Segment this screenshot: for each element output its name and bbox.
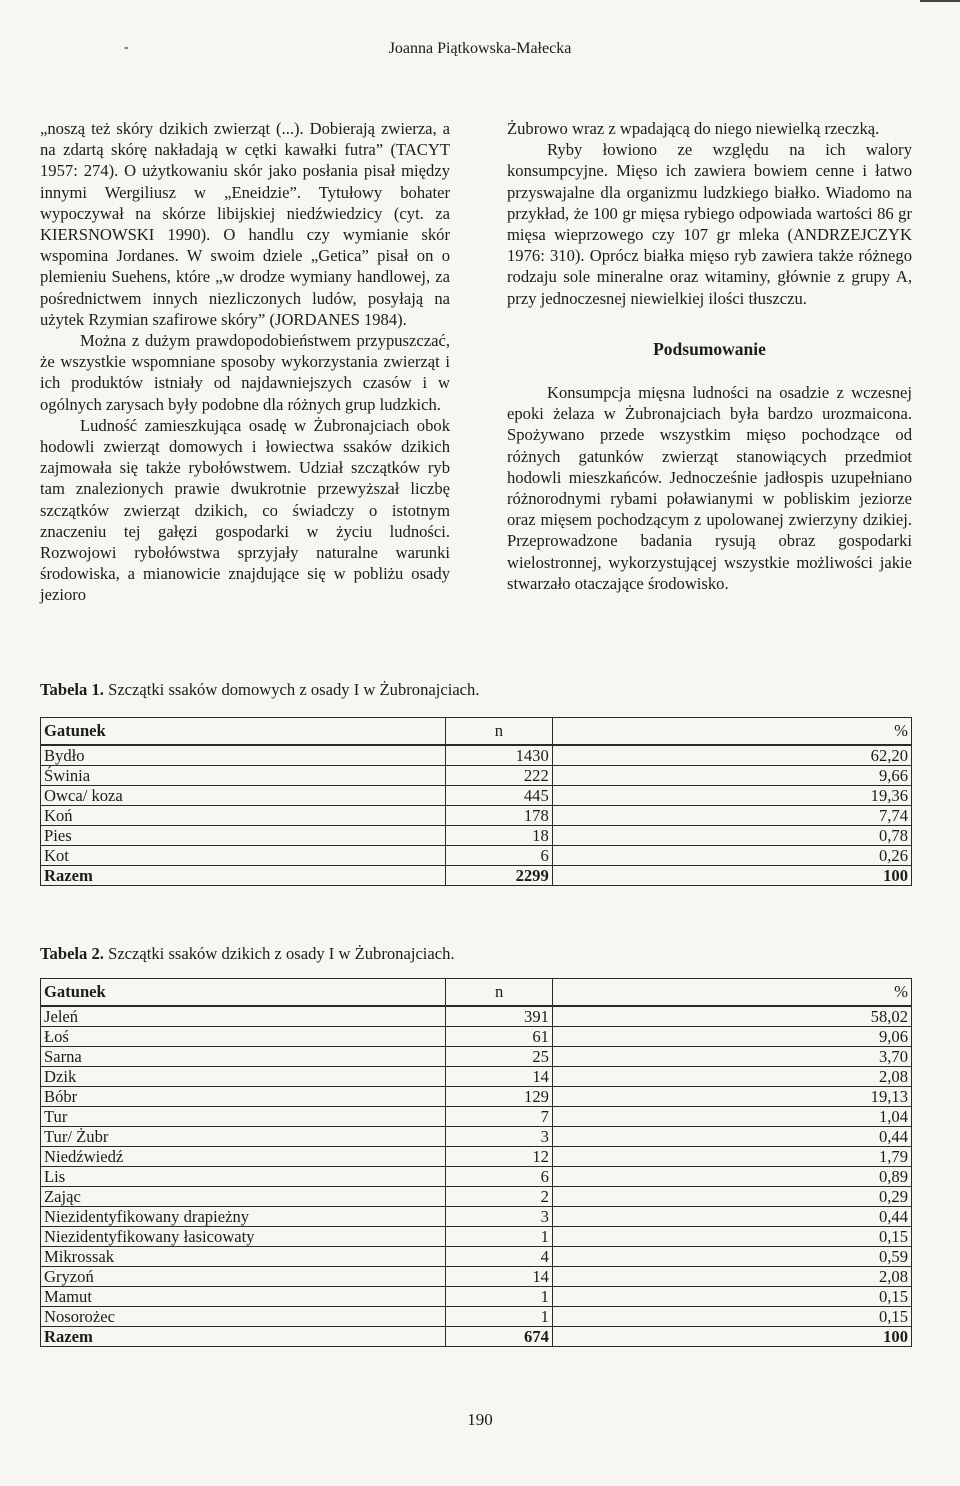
cell-n: 3 [446, 1127, 553, 1147]
cell-gatunek: Bydło [41, 745, 446, 766]
cell-gatunek: Koń [41, 806, 446, 826]
cell-gatunek: Gryzoń [41, 1267, 446, 1287]
table-row [41, 1107, 912, 1127]
right-paragraph-2: Ryby łowiono ze względu na ich walory konsumpcyjne. Mięso ich zawiera bowiem cenne i łatwo przyswajalne dla organizmu ludzkiego białko. Wiadomo na przykład, że 100 gr mięsa rybiego odpowiada wartości 86 gr mięsa wieprzowego czy 107 gr mleka (ANDRZEJCZYK 1976: 310). Oprócz białka mięso ryb zawiera także różnego rodzaju sole mineralne oraz witaminy, głównie z grupy A, przy jednoczesnej niewielkiej ilości tłuszczu. [507, 140, 912, 308]
cell-gatunek: Świnia [41, 766, 446, 786]
table-row [41, 1267, 912, 1287]
total-gatunek: Razem [41, 866, 446, 886]
cell-gatunek: Tur [41, 1107, 446, 1127]
cell-n: 3 [446, 1207, 553, 1227]
table-row [41, 846, 912, 866]
edge-mark [920, 0, 960, 2]
table-row [41, 1227, 912, 1247]
cell-percent: 2,08 [552, 1267, 911, 1287]
cell-percent: 7,74 [552, 806, 911, 826]
cell-gatunek: Nosorożec [41, 1307, 446, 1327]
cell-gatunek: Mikrossak [41, 1247, 446, 1267]
table-row [41, 1067, 912, 1087]
left-paragraph-1: „noszą też skóry dzikich zwierząt (...). Dobierają zwierza, a na zdartą skórę nakładają w cętki kawałki futra” (TACYT 1957: 274). O użytkowaniu skór jako posłania pisał między innymi Wergiliusz w „Eneidzie”. Tytułowy bohater wypoczywał na skórze libijskiej niedźwiedzicy (cyt. za KIERSNOWSKI 1990). O handlu czy wymianie skór wspomina Jordanes. W swoim dziele „Getica” pisał on o plemieniu Suehens, które „w drodze wymiany handlowej, za pośrednictwem innych niezliczonych ludów, posyłają na użytek Rzymian szafirowe skóry” (JORDANES 1984). [40, 119, 450, 329]
table-row [41, 806, 912, 826]
cell-n: 178 [446, 806, 553, 826]
table2-caption-text: Szczątki ssaków dzikich z osady I w Żubronajciach. [103, 944, 455, 963]
cell-n: 7 [446, 1107, 553, 1127]
table2-header-n: n [446, 979, 553, 1007]
table2-header-percent: % [552, 979, 911, 1007]
table-row [41, 766, 912, 786]
table-row [41, 1187, 912, 1207]
table-row [41, 1287, 912, 1307]
cell-n: 12 [446, 1147, 553, 1167]
cell-n: 25 [446, 1047, 553, 1067]
cell-percent: 9,66 [552, 766, 911, 786]
cell-gatunek: Kot [41, 846, 446, 866]
left-paragraph-3: Ludność zamieszkująca osadę w Żubronajciach obok hodowli zwierząt domowych i łowiectwa ssaków dzikich zajmowała się także rybołówstwem. Udział szczątków ryb tam znalezionych prawie dwukrotnie przewyższał liczbę szczątków zwierząt dzikich, co świadczy o istotnym znaczeniu tej gałęzi gospodarki w życiu ludności. Rozwojowi rybołówstwa sprzyjały naturalne warunki środowiska, a mianowicie znajdujące się w pobliżu osady jezioro [40, 415, 450, 605]
header-mark: - [124, 40, 129, 55]
table-row [41, 1307, 912, 1327]
table1-header-percent: % [552, 718, 911, 746]
table2-caption [40, 944, 455, 964]
cell-percent: 0,15 [552, 1307, 911, 1327]
table-row [41, 1027, 912, 1047]
cell-percent: 0,15 [552, 1227, 911, 1247]
cell-gatunek: Łoś [41, 1027, 446, 1047]
table1-body [41, 745, 912, 886]
cell-n: 14 [446, 1067, 553, 1087]
cell-percent: 19,13 [552, 1087, 911, 1107]
table-row [41, 745, 912, 766]
cell-percent: 0,15 [552, 1287, 911, 1307]
cell-n: 6 [446, 1167, 553, 1187]
cell-n: 222 [446, 766, 553, 786]
table2-header-row [41, 979, 912, 1007]
total-percent: 100 [552, 1327, 911, 1347]
table2-caption-label: Tabela 2. [40, 944, 104, 963]
cell-percent: 0,29 [552, 1187, 911, 1207]
table-total-row [41, 866, 912, 886]
table2-header-gatunek: Gatunek [41, 979, 446, 1007]
cell-percent: 2,08 [552, 1067, 911, 1087]
right-column [507, 118, 912, 594]
cell-gatunek: Mamut [41, 1287, 446, 1307]
cell-gatunek: Niedźwiedź [41, 1147, 446, 1167]
cell-percent: 0,44 [552, 1127, 911, 1147]
cell-n: 129 [446, 1087, 553, 1107]
table-row [41, 1087, 912, 1107]
table-row [41, 1006, 912, 1027]
table-row [41, 1167, 912, 1187]
cell-n: 6 [446, 846, 553, 866]
table-row [41, 1247, 912, 1267]
left-column [40, 118, 450, 606]
table2-body [41, 1006, 912, 1347]
cell-percent: 0,89 [552, 1167, 911, 1187]
section-title-podsumowanie: Podsumowanie [653, 338, 766, 359]
total-n: 2299 [446, 866, 553, 886]
table1-caption-label: Tabela 1. [40, 680, 104, 699]
cell-gatunek: Sarna [41, 1047, 446, 1067]
cell-n: 391 [446, 1006, 553, 1027]
cell-gatunek: Lis [41, 1167, 446, 1187]
total-gatunek: Razem [41, 1327, 446, 1347]
cell-n: 18 [446, 826, 553, 846]
table1-header-n: n [446, 718, 553, 746]
table-wild-mammals [40, 978, 912, 1347]
table1-caption-text: Szczątki ssaków domowych z osady I w Żubronajciach. [103, 680, 480, 699]
table-row [41, 1207, 912, 1227]
cell-percent: 0,59 [552, 1247, 911, 1267]
cell-percent: 1,79 [552, 1147, 911, 1167]
table-row [41, 786, 912, 806]
cell-n: 445 [446, 786, 553, 806]
table-domestic-mammals [40, 717, 912, 886]
page-number: 190 [467, 1410, 493, 1429]
cell-n: 61 [446, 1027, 553, 1047]
cell-percent: 3,70 [552, 1047, 911, 1067]
cell-gatunek: Zając [41, 1187, 446, 1207]
cell-percent: 0,26 [552, 846, 911, 866]
cell-gatunek: Bóbr [41, 1087, 446, 1107]
cell-n: 4 [446, 1247, 553, 1267]
right-paragraph-3: Konsumpcja mięsna ludności na osadzie z wczesnej epoki żelaza w Żubronajciach była bardzo urozmaicona. Spożywano przede wszystkim mięso pochodzące od różnych gatunków zwierząt stanowiących przedmiot hodowli mieszkańców. Jednocześnie jadłospis uzupełniano różnorodnymi rybami poławianymi w pobliskim jeziorze oraz mięsem pochodzącym z upolowanej zwierzyny dzikiej. Przeprowadzone badania rysują obraz gospodarki wielostronnej, wykorzystującej wszystkie możliwości jakie stwarzało otaczające środowisko. [507, 383, 912, 593]
cell-gatunek: Owca/ koza [41, 786, 446, 806]
cell-percent: 58,02 [552, 1006, 911, 1027]
table-row [41, 826, 912, 846]
cell-gatunek: Dzik [41, 1067, 446, 1087]
table-total-row [41, 1327, 912, 1347]
cell-gatunek: Niezidentyfikowany łasicowaty [41, 1227, 446, 1247]
cell-percent: 9,06 [552, 1027, 911, 1047]
cell-percent: 19,36 [552, 786, 911, 806]
cell-percent: 0,78 [552, 826, 911, 846]
cell-n: 14 [446, 1267, 553, 1287]
cell-percent: 0,44 [552, 1207, 911, 1227]
cell-n: 1 [446, 1287, 553, 1307]
table1-header-gatunek: Gatunek [41, 718, 446, 746]
cell-percent: 1,04 [552, 1107, 911, 1127]
cell-n: 1 [446, 1227, 553, 1247]
table-row [41, 1127, 912, 1147]
table1-header-row [41, 718, 912, 746]
cell-gatunek: Pies [41, 826, 446, 846]
cell-percent: 62,20 [552, 745, 911, 766]
cell-n: 1 [446, 1307, 553, 1327]
total-percent: 100 [552, 866, 911, 886]
table-row [41, 1147, 912, 1167]
table1-caption [40, 680, 480, 700]
cell-n: 2 [446, 1187, 553, 1207]
left-paragraph-2: Można z dużym prawdopodobieństwem przypuszczać, że wszystkie wspomniane sposoby wykorzystania zwierząt i ich produktów istniały od najdawniejszych czasów i w ogólnych zarysach były podobne dla różnych grup ludzkich. [40, 331, 450, 414]
cell-gatunek: Tur/ Żubr [41, 1127, 446, 1147]
table-row [41, 1047, 912, 1067]
cell-gatunek: Jeleń [41, 1006, 446, 1027]
running-header-author: Joanna Piątkowska-Małecka [388, 40, 572, 57]
total-n: 674 [446, 1327, 553, 1347]
cell-gatunek: Niezidentyfikowany drapieżny [41, 1207, 446, 1227]
cell-n: 1430 [446, 745, 553, 766]
right-paragraph-1: Żubrowo wraz z wpadającą do niego niewielką rzeczką. [507, 119, 880, 138]
